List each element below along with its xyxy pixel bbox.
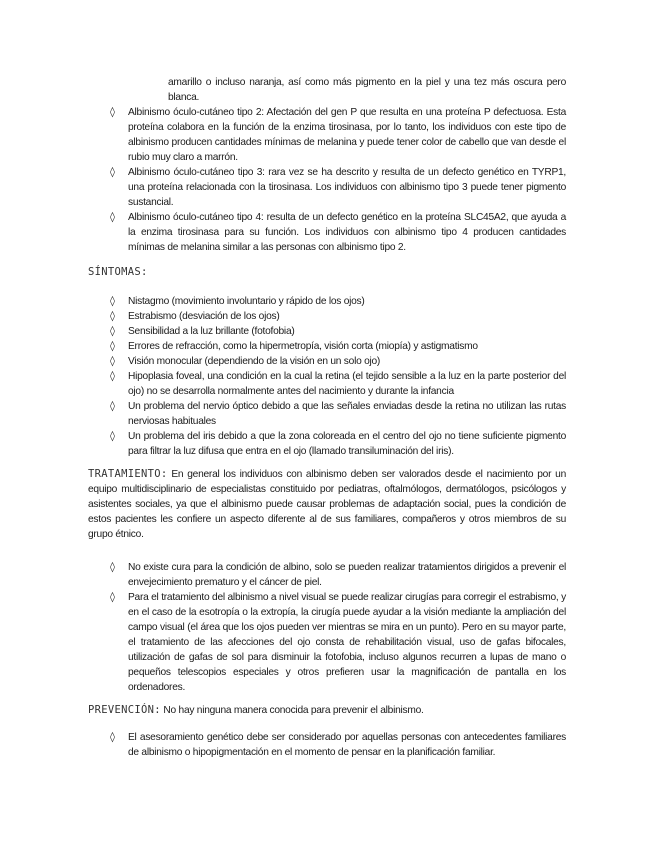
tratamiento-heading: TRATAMIENTO:: [88, 468, 168, 480]
prevencion-heading: PREVENCIÓN:: [88, 704, 161, 716]
list-item: ◊ Un problema del nervio óptico debido a que las señales enviadas desde la retina no utilizan las rutas nerviosas habituales: [110, 401, 566, 427]
diamond-bullet-icon: ◊: [110, 326, 115, 337]
list-item: ◊ Albinismo óculo-cutáneo tipo 3: rara vez se ha descrito y resulta de un defecto genético en TYRP1, una proteína relacionada con la tirosinasa. Los individuos con albinismo tipo 3 puede tener pigmento sustancial.: [110, 167, 566, 208]
tratamiento-paragraph: [88, 467, 566, 542]
sintomas-heading: SÍNTOMAS:: [88, 266, 148, 278]
tratamiento-text: En general los individuos con albinismo deben ser valorados desde el nacimiento por un equipo multidisciplinario de especialistas constituido por pediatras, oftalmólogos, dermatólogos, psicólogos y asistentes sociales, ya que el albinismo puede causar problemas de adaptación social, pues la condición de estos pacientes les confiere un aspecto diferente al de sus familiares, compañeros y otros miembros de su grupo étnico.: [88, 469, 566, 540]
list-item: ◊ Sensibilidad a la luz brillante (fotofobia): [110, 326, 295, 337]
list-item: ◊ Albinismo óculo-cutáneo tipo 4: resulta de un defecto genético en la proteína SLC45A2, que ayuda a la enzima tirosinasa para su función. Los individuos con albinismo tipo 4 producen cantidades mínimas de melanina similar a las personas con albinismo tipo 2.: [110, 212, 566, 253]
list-item: ◊ Errores de refracción, como la hipermetropía, visión corta (miopía) y astigmatismo: [110, 341, 478, 352]
diamond-bullet-icon: ◊: [110, 592, 115, 603]
tratamiento-list: [0, 560, 655, 695]
types-list: [0, 105, 655, 255]
list-item: ◊ Hipoplasia foveal, una condición en la cual la retina (el tejido sensible a la luz en la parte posterior del ojo) no se desarrolla normalmente antes del nacimiento y durante la infancia: [110, 371, 566, 397]
diamond-bullet-icon: ◊: [110, 356, 115, 367]
diamond-bullet-icon: ◊: [110, 107, 115, 118]
diamond-bullet-icon: ◊: [110, 562, 115, 573]
list-item: ◊ Visión monocular (dependiendo de la visión en un solo ojo): [110, 356, 381, 367]
list-item: ◊ Albinismo óculo-cutáneo tipo 2: Afectación del gen P que resulta en una proteína P defectuosa. Esta proteína colabora en la función de la enzima tirosinasa, por lo tanto, los individuos con este tipo de albinismo producen cantidades mínimas de melanina y puede tener color de cabello que van desde el rubio muy claro a marrón.: [110, 107, 566, 163]
continuation-text: amarillo o incluso naranja, así como más pigmento en la piel y una tez más oscura pero blanca.: [168, 77, 566, 103]
prevencion-list: [0, 730, 655, 760]
prevencion-paragraph: [88, 703, 566, 718]
list-item: ◊ Un problema del iris debido a que la zona coloreada en el centro del ojo no tiene suficiente pigmento para filtrar la luz difusa que entra en el ojo (llamado transiluminación del iris).: [110, 431, 566, 457]
diamond-bullet-icon: ◊: [110, 371, 115, 382]
sintomas-list: [0, 294, 655, 459]
diamond-bullet-icon: ◊: [110, 401, 115, 412]
diamond-bullet-icon: ◊: [110, 341, 115, 352]
diamond-bullet-icon: ◊: [110, 732, 115, 743]
list-item: ◊ Nistagmo (movimiento involuntario y rápido de los ojos): [110, 296, 365, 307]
list-item: ◊ No existe cura para la condición de albino, solo se pueden realizar tratamientos dirigidos a prevenir el envejecimiento prematuro y el cáncer de piel.: [110, 562, 566, 588]
list-item: ◊ Estrabismo (desviación de los ojos): [110, 311, 280, 322]
prevencion-text: No hay ninguna manera conocida para prevenir el albinismo.: [160, 705, 424, 716]
diamond-bullet-icon: ◊: [110, 431, 115, 442]
diamond-bullet-icon: ◊: [110, 167, 115, 178]
diamond-bullet-icon: ◊: [110, 311, 115, 322]
list-item: ◊ Para el tratamiento del albinismo a nivel visual se puede realizar cirugías para corregir el estrabismo, y en el caso de la esotropía o la extropía, la cirugía puede ayudar a la visión mediante la ampliación del campo visual (el área que los ojos pueden ver mientras se mira en un punto). Pero en su mayor parte, el tratamiento de las afecciones del ojo consta de rehabilitación visual, uso de gafas bifocales, utilización de gafas de sol para disminuir la fotofobia, incluso algunos recurren a lupas de mano o pequeños telescopios especiales y otros prefieren usar la magnificación de pantalla en los ordenadores.: [110, 592, 566, 693]
diamond-bullet-icon: ◊: [110, 296, 115, 307]
diamond-bullet-icon: ◊: [110, 212, 115, 223]
list-item: ◊ El asesoramiento genético debe ser considerado por aquellas personas con antecedentes familiares de albinismo o hipopigmentación en el momento de pensar en la planificación familiar.: [110, 732, 566, 758]
